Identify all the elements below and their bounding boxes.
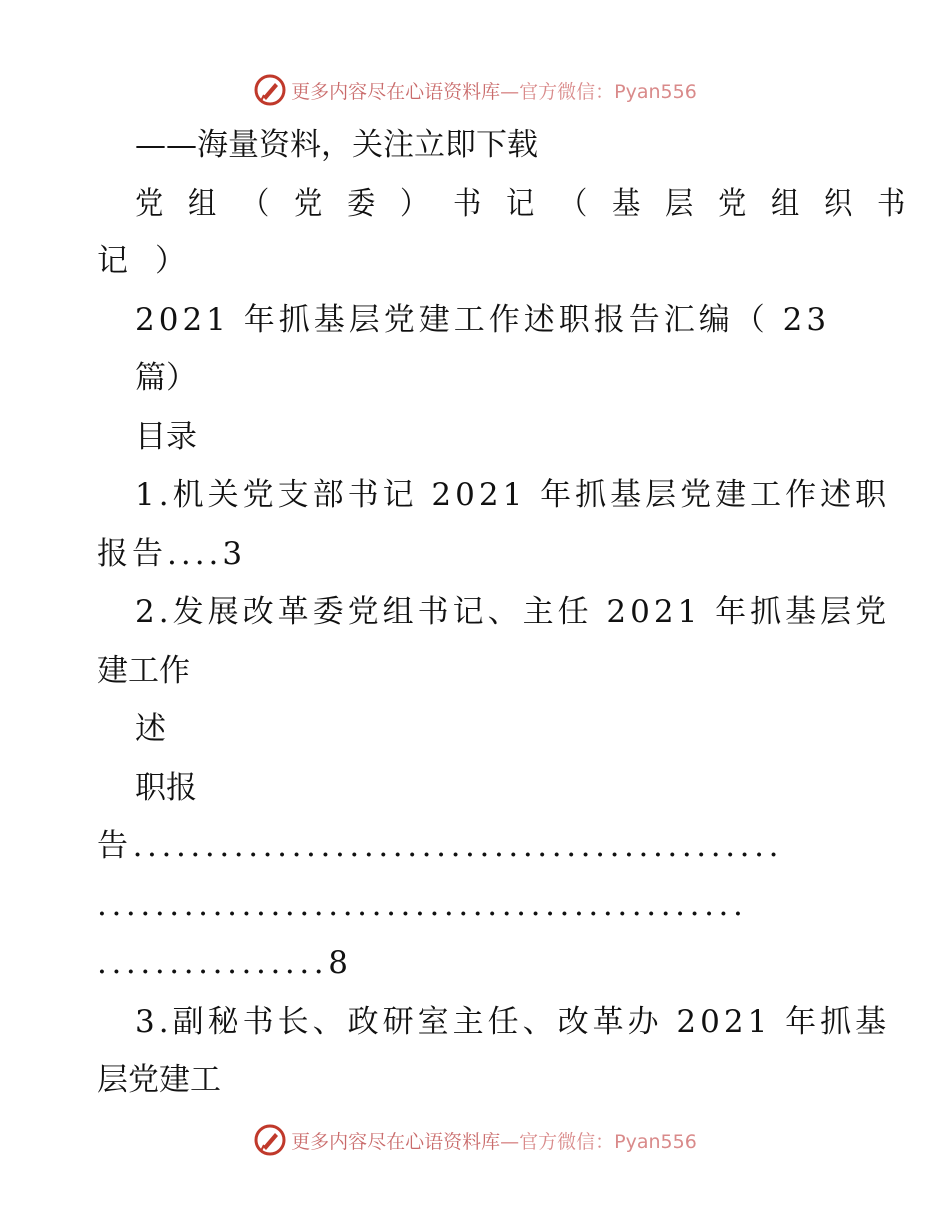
title-line-3: 2021 年抓基层党建工作述职报告汇编（ 23 <box>135 302 831 338</box>
toc-item-2-cont-2: 述 <box>135 711 166 747</box>
toc-item-1-cont: 报告....3 <box>97 536 247 572</box>
toc-item-2-leader-2: ............................................. <box>97 887 748 923</box>
toc-item-2-cont-3: 职报 <box>135 770 197 806</box>
toc-item-3: 3.副秘书长、政研室主任、改革办 2021 年抓基 <box>135 1004 891 1040</box>
toc-item-2-cont-1: 建工作 <box>97 653 190 689</box>
toc-item-2-leader-3: ................8 <box>97 945 353 981</box>
title-line-4: 篇） <box>135 360 197 396</box>
subtitle-line: ——海量资料，关注立即下载 <box>135 127 538 163</box>
toc-item-2-leader-1: 告............................................. <box>97 828 784 864</box>
watermark-text: 更多内容尽在心语资料库—官方微信：Pyan556 <box>291 1130 697 1153</box>
toc-item-2: 2.发展改革委党组书记、主任 2021 年抓基层党 <box>135 594 891 630</box>
footer-watermark <box>0 1120 950 1160</box>
toc-heading: 目录 <box>135 419 197 455</box>
title-line-2: 记） <box>97 243 213 279</box>
title-line-1: 党组（党委）书记（基层党组织书 <box>135 186 931 222</box>
pen-seal-logo-icon <box>253 73 287 107</box>
header-watermark <box>0 70 950 110</box>
toc-item-1: 1.机关党支部书记 2021 年抓基层党建工作述职 <box>135 477 891 513</box>
watermark-text: 更多内容尽在心语资料库—官方微信：Pyan556 <box>291 80 697 103</box>
toc-item-3-cont: 层党建工 <box>97 1062 221 1098</box>
pen-seal-logo-icon <box>253 1123 287 1157</box>
